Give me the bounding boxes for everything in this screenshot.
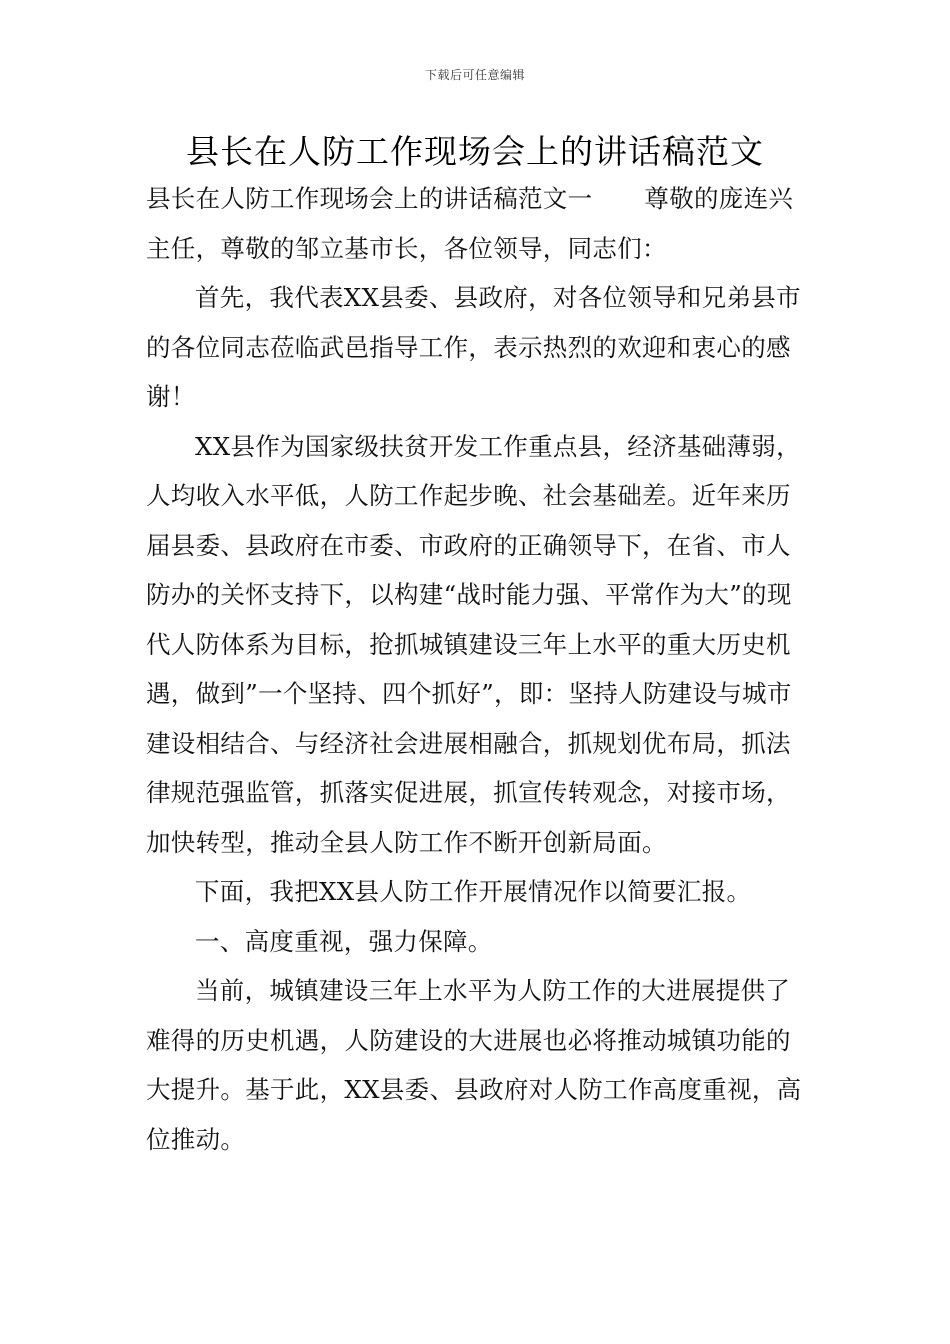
section-heading-1: 一、高度重视，强力保障。: [195, 926, 493, 956]
paragraph-section-1: 当前，城镇建设三年上水平为人防工作的大进展提供了难得的历史机遇，人防建设的大进展也必将推动城镇功能的大提升。基于此，XX县委、县政府对人防工作高度重视，高位推动。: [146, 976, 802, 1154]
opening-subtitle: 县长在人防工作现场会上的讲话稿范文一: [146, 184, 593, 213]
document-title: 县长在人防工作现场会上的讲话稿范文: [186, 132, 764, 171]
paragraph-welcome: 首先，我代表XX县委、县政府，对各位领导和兄弟县市的各位同志莅临武邑指导工作，表示热烈的欢迎和衷心的感谢！: [146, 283, 801, 411]
header-note: 下载后可任意编辑: [424, 68, 525, 82]
document-body: [146, 174, 808, 1164]
salutation-rest: 兴主任，尊敬的邹立基市长，各位领导，同志们：: [146, 184, 794, 263]
paragraph-report-intro: 下面，我把XX县人防工作开展情况作以简要汇报。: [195, 877, 752, 906]
opening-line: [146, 174, 808, 273]
salutation-start: 尊敬的庞连: [644, 184, 769, 213]
paragraph-overview: XX县作为国家级扶贫开发工作重点县，经济基础薄弱，人均收入水平低，人防工作起步晚、社会基础差。近年来历届县委、县政府在市委、市政府的正确领导下，在省、市人防办的关怀支持下，以构建“战时能力强、平常作为大”的现代人防体系为目标，抢抓城镇建设三年上水平的重大历史机遇，做到”一个坚持、四个抓好”，即：坚持人防建设与城市建设相结合、与经济社会进展相融合，抓规划优布局，抓法律规范强监管，抓落实促进展，抓宣传转观念，对接市场，加快转型，推动全县人防工作不断开创新局面。: [146, 431, 801, 857]
